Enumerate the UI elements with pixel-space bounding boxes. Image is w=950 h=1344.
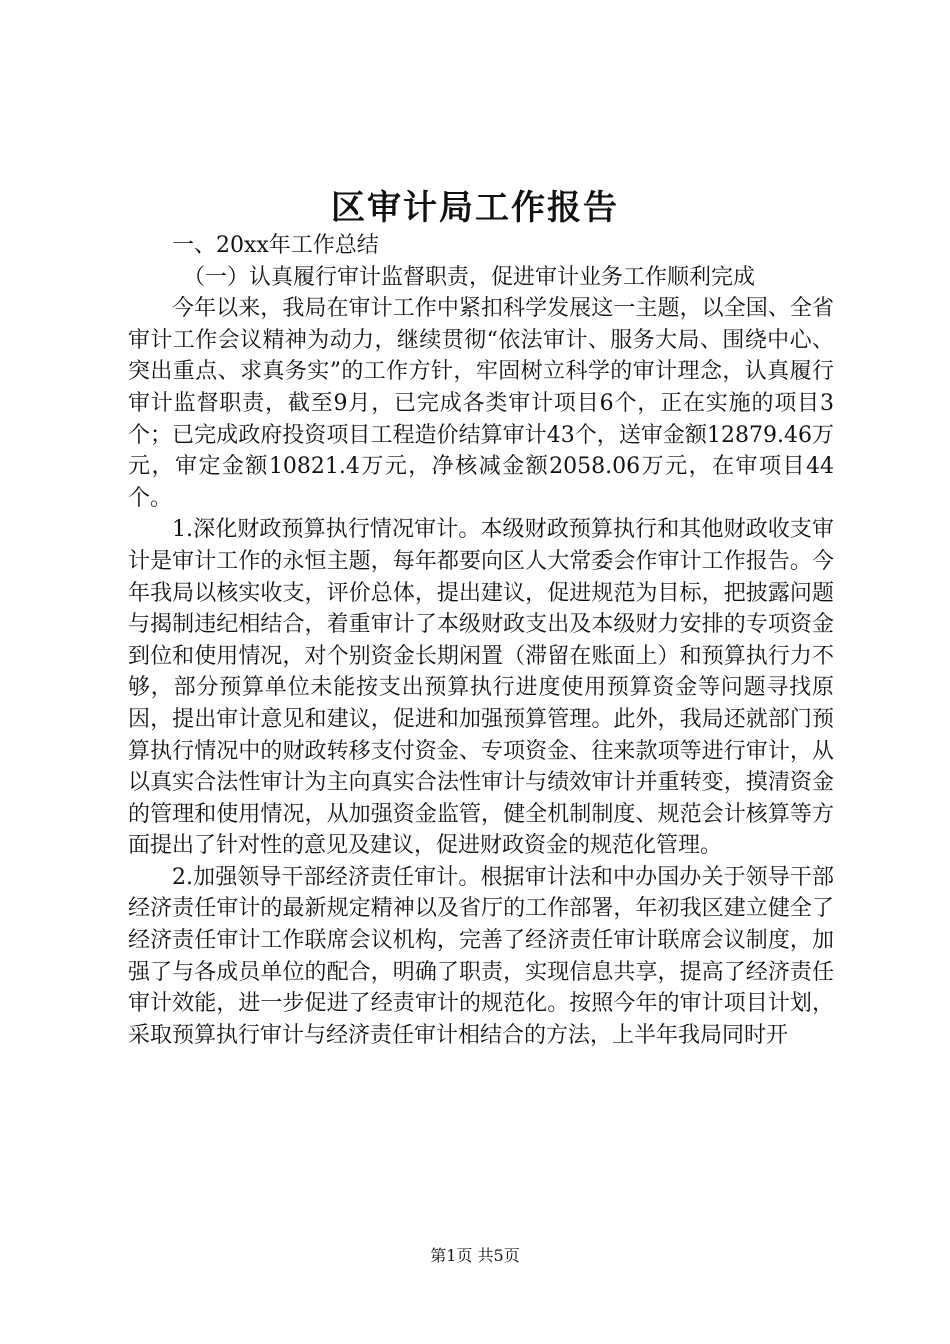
document-body: [128, 230, 834, 1051]
paragraph-item-1: 1.深化财政预算执行情况审计。本级财政预算执行和其他财政收支审计是审计工作的永恒主题，每年都要向区人大常委会作审计工作报告。今年我局以核实收支，评价总体，提出建议，促进规范为目标，把披露问题与揭制违纪相结合，着重审计了本级财政支出及本级财力安排的专项资金到位和使用情况，对个别资金长期闲置（滞留在账面上）和预算执行力不够，部分预算单位未能按支出预算执行进度使用预算资金等问题寻找原因，提出审计意见和建议，促进和加强预算管理。此外，我局还就部门预算执行情况中的财政转移支付资金、专项资金、往来款项等进行审计，从以真实合法性审计为主向真实合法性审计与绩效审计并重转变，摸清资金的管理和使用情况，从加强资金监管，健全机制制度、规范会计核算等方面提出了针对性的意见及建议，促进财政资金的规范化管理。: [128, 517, 834, 859]
paragraph-summary: 今年以来，我局在审计工作中紧扣科学发展这一主题，以全国、全省审计工作会议精神为动力，继续贯彻“依法审计、服务大局、围绕中心、突出重点、求真务实”的工作方针，牢固树立科学的审计理念，认真履行审计监督职责，截至9月，已完成各类审计项目6个，正在实施的项目3个；已完成政府投资项目工程造价结算审计43个，送审金额12879.46万元，审定金额10821.4万元，净核减金额2058.06万元，在审项目44个。: [128, 296, 834, 511]
paragraph-item-2: 2.加强领导干部经济责任审计。根据审计法和中办国办关于领导干部经济责任审计的最新规定精神以及省厅的工作部署，年初我区建立健全了经济责任审计工作联席会议机构，完善了经济责任审计联席会议制度，加强了与各成员单位的配合，明确了职责，实现信息共享，提高了经济责任审计效能，进一步促进了经责审计的规范化。按照今年的审计项目计划，采取预算执行审计与经济责任审计相结合的方法，上半年我局同时开: [128, 864, 834, 1048]
subsection-heading: （一）认真履行审计监督职责，促进审计业务工作顺利完成: [183, 264, 756, 290]
section-heading: 一、20xx年工作总结: [172, 233, 379, 258]
page-number-footer: 第1页 共5页: [430, 1246, 520, 1265]
document-title: 区审计局工作报告: [331, 188, 619, 228]
